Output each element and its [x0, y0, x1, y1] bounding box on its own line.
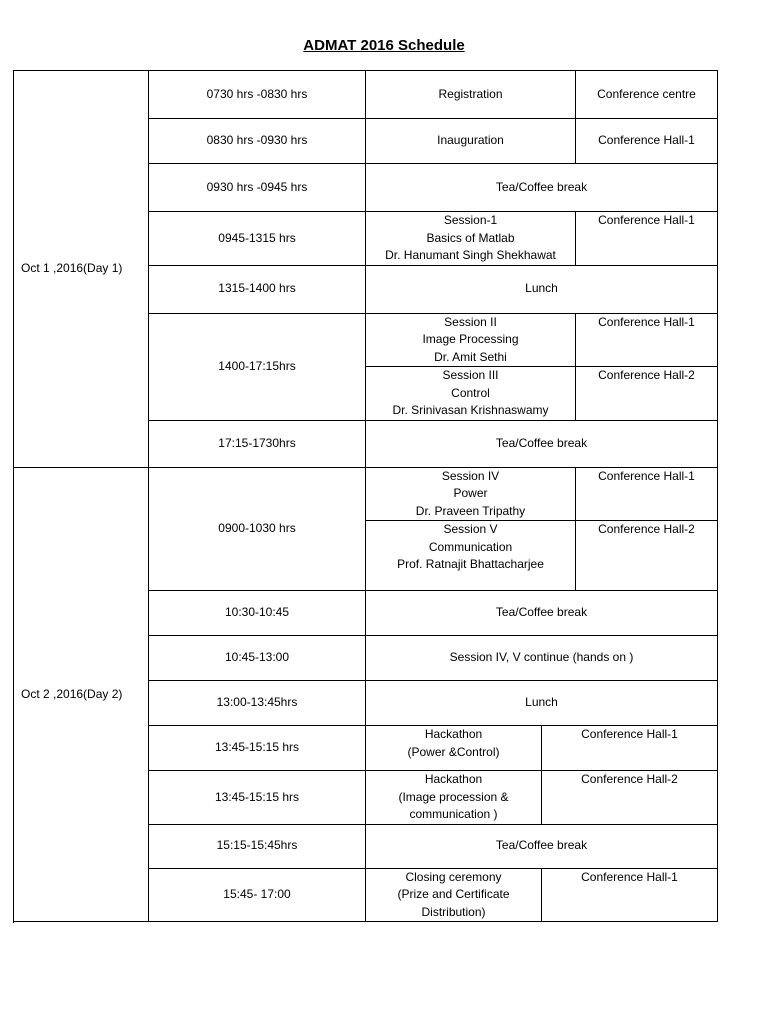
time-cell: 13:45-15:15 hrs	[149, 726, 366, 771]
venue-cell: Conference Hall-2	[576, 367, 718, 421]
venue-cell: Conference Hall-1	[576, 119, 718, 164]
time-cell: 0730 hrs -0830 hrs	[149, 71, 366, 119]
event-cell: Tea/Coffee break	[366, 591, 718, 636]
time-cell: 10:30-10:45	[149, 591, 366, 636]
schedule-table	[13, 70, 718, 922]
session-speaker: Dr. Hanumant Singh Shekhawat	[385, 248, 556, 262]
time-cell: 15:45- 17:00	[149, 868, 366, 922]
time-cell: 15:15-15:45hrs	[149, 824, 366, 868]
event-cell	[366, 313, 576, 367]
event-cell	[366, 771, 542, 825]
session-topic: Image Processing	[422, 332, 519, 346]
venue-cell: Conference Hall-1	[576, 212, 718, 266]
hackathon-topic: (Image procession &	[398, 789, 509, 804]
time-cell: 1400-17:15hrs	[149, 313, 366, 420]
event-cell: Inauguration	[366, 119, 576, 164]
time-cell: 1315-1400 hrs	[149, 265, 366, 313]
event-cell	[366, 868, 542, 922]
session-name: Session V	[443, 522, 498, 536]
hackathon-topic: communication )	[409, 807, 498, 821]
event-cell: Tea/Coffee break	[366, 824, 718, 868]
session-name: Session IV	[441, 468, 500, 483]
venue-cell: Conference Hall-2	[542, 771, 718, 825]
ceremony-detail: Distribution)	[421, 904, 486, 919]
time-cell: 0830 hrs -0930 hrs	[149, 119, 366, 164]
venue-cell: Conference Hall-2	[576, 521, 718, 591]
session-topic: Power	[453, 486, 488, 500]
day-label: Oct 1 ,2016(Day 1)	[14, 71, 149, 468]
hackathon-title: Hackathon	[424, 727, 483, 741]
time-cell: 0930 hrs -0945 hrs	[149, 164, 366, 212]
session-topic: Communication	[428, 539, 513, 554]
time-cell: 10:45-13:00	[149, 636, 366, 681]
hackathon-topic: (Power &Control)	[407, 744, 500, 759]
event-cell	[366, 367, 576, 421]
time-cell: 0900-1030 hrs	[149, 467, 366, 591]
venue-cell: Conference Hall-1	[542, 868, 718, 922]
venue-cell: Conference centre	[576, 71, 718, 119]
event-cell	[366, 726, 542, 771]
event-cell	[366, 521, 576, 591]
event-cell: Session IV, V continue (hands on )	[366, 636, 718, 681]
time-cell: 0945-1315 hrs	[149, 212, 366, 266]
table-row	[14, 467, 718, 521]
session-topic: Control	[451, 385, 490, 400]
table-row	[14, 71, 718, 119]
ceremony-detail: (Prize and Certificate	[397, 887, 510, 901]
time-cell: 17:15-1730hrs	[149, 420, 366, 467]
day-label: Oct 2 ,2016(Day 2)	[14, 467, 149, 922]
session-speaker: Dr. Amit Sethi	[434, 349, 507, 364]
hackathon-title: Hackathon	[424, 772, 483, 786]
time-cell: 13:45-15:15 hrs	[149, 771, 366, 825]
event-cell: Lunch	[366, 265, 718, 313]
event-cell: Tea/Coffee break	[366, 164, 718, 212]
event-cell: Tea/Coffee break	[366, 420, 718, 467]
event-cell	[366, 467, 576, 521]
session-name: Session II	[444, 314, 497, 329]
page-title: ADMAT 2016 Schedule	[303, 37, 465, 54]
time-cell: 13:00-13:45hrs	[149, 681, 366, 726]
event-cell: Registration	[366, 71, 576, 119]
ceremony-title: Closing ceremony	[405, 869, 502, 884]
event-cell	[366, 212, 576, 266]
session-topic: Basics of Matlab	[426, 230, 515, 245]
venue-cell: Conference Hall-1	[542, 726, 718, 771]
event-cell: Lunch	[366, 681, 718, 726]
session-speaker: Dr. Srinivasan Krishnaswamy	[392, 403, 549, 417]
session-name: Session III	[442, 368, 499, 382]
session-name: Session-1	[443, 213, 498, 227]
session-speaker: Prof. Ratnajit Bhattacharjee	[397, 557, 544, 571]
venue-cell: Conference Hall-1	[576, 467, 718, 521]
venue-cell: Conference Hall-1	[576, 313, 718, 367]
session-speaker: Dr. Praveen Tripathy	[415, 503, 526, 518]
